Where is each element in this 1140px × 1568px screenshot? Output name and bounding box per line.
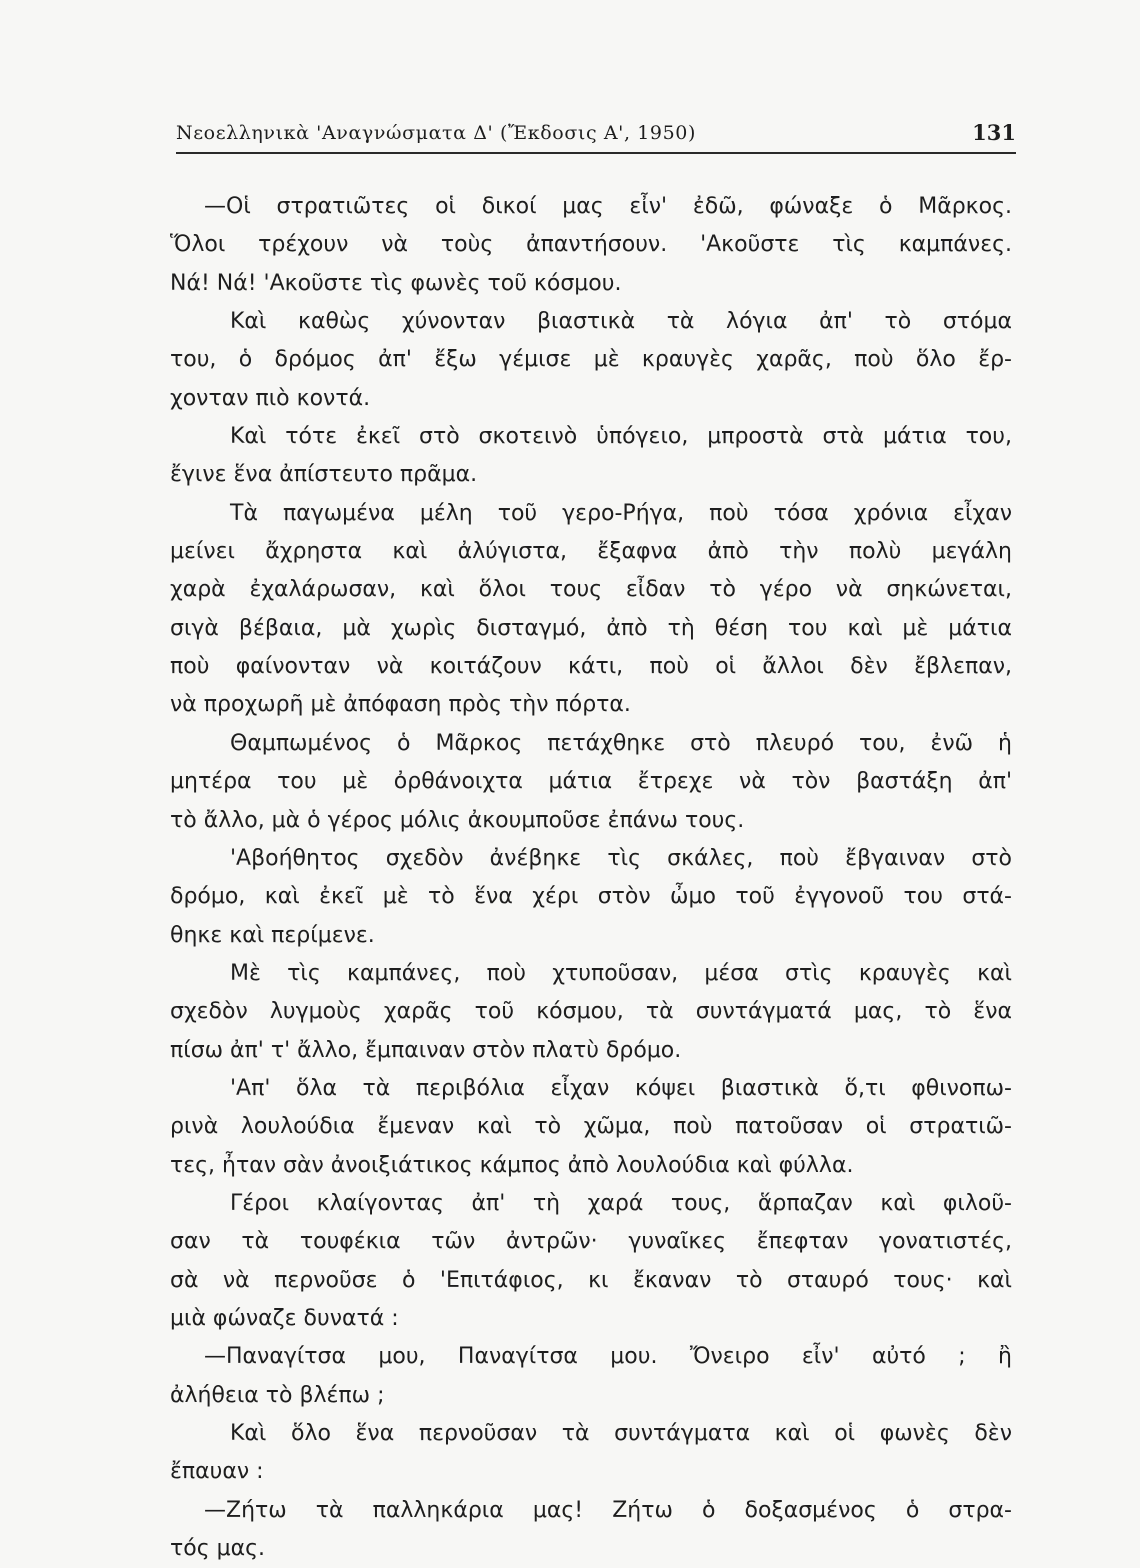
text-line: —Ζήτω τὰ παλληκάρια μας! Ζήτω ὁ δοξασμένος ὁ στρα- bbox=[204, 1497, 1012, 1523]
text-line: Καὶ ὅλο ἕνα περνοῦσαν τὰ συντάγματα καὶ οἱ φωνὲς δὲν bbox=[230, 1421, 1012, 1446]
text-line: νὰ προχωρῆ μὲ ἀπόφαση πρὸς τὴν πόρτα. bbox=[170, 692, 631, 718]
text-line: σιγὰ βέβαια, μὰ χωρὶς δισταγμό, ἀπὸ τὴ θέση του καὶ μὲ μάτια bbox=[170, 615, 1012, 641]
page-header bbox=[176, 118, 1016, 154]
text-line: τὸ ἄλλο, μὰ ὁ γέρος μόλις ἀκουμποῦσε ἐπάνω τους. bbox=[170, 807, 745, 833]
text-line: Τὰ παγωμένα μέλη τοῦ γερο-Ρήγα, ποὺ τόσα χρόνια εἶχαν bbox=[230, 500, 1012, 526]
text-line: Νά! Νά! 'Ακοῦστε τὶς φωνὲς τοῦ κόσμου. bbox=[170, 270, 622, 296]
text-line: ἀλήθεια τὸ βλέπω ; bbox=[170, 1382, 385, 1408]
text-line: —Οἱ στρατιῶτες οἱ δικοί μας εἶν' ἐδῶ, φώναξε ὁ Μᾶρκος. bbox=[204, 194, 1012, 219]
text-line: τες, ἦταν σὰν ἀνοιξιάτικος κάμπος ἀπὸ λουλούδια καὶ φύλλα. bbox=[170, 1152, 854, 1178]
text-line: ρινὰ λουλούδια ἔμεναν καὶ τὸ χῶμα, ποὺ πατοῦσαν οἱ στρατιῶ- bbox=[170, 1114, 1012, 1140]
text-line: μητέρα του μὲ ὀρθάνοιχτα μάτια ἔτρεχε νὰ τὸν βαστάξη ἀπ' bbox=[170, 769, 1012, 795]
text-line: ποὺ φαίνονταν νὰ κοιτάζουν κάτι, ποὺ οἱ ἄλλοι δὲν ἔβλεπαν, bbox=[170, 654, 1012, 680]
text-line: ἔγινε ἕνα ἀπίστευτο πρᾶμα. bbox=[170, 462, 478, 488]
text-line: Ὅλοι τρέχουν νὰ τοὺς ἀπαντήσουν. 'Ακοῦστε τὶς καμπάνες. bbox=[170, 232, 1012, 258]
text-line: τός μας. bbox=[170, 1536, 266, 1562]
text-line: μιὰ φώναζε δυνατά : bbox=[170, 1305, 399, 1331]
text-line: Θαμπωμένος ὁ Μᾶρκος πετάχθηκε στὸ πλευρό του, ἐνῶ ἡ bbox=[230, 730, 1012, 756]
text-line: Καὶ καθὼς χύνονταν βιαστικὰ τὰ λόγια ἀπ' τὸ στόμα bbox=[230, 309, 1012, 335]
text-line: ἔπαυαν : bbox=[170, 1459, 264, 1485]
text-line: πίσω ἀπ' τ' ἄλλο, ἔμπαιναν στὸν πλατὺ δρόμο. bbox=[170, 1037, 682, 1063]
body-text bbox=[170, 188, 1012, 1568]
text-line: δρόμο, καὶ ἐκεῖ μὲ τὸ ἕνα χέρι στὸν ὦμο τοῦ ἐγγονοῦ του στά- bbox=[170, 884, 1012, 910]
text-line: του, ὁ δρόμος ἀπ' ἔξω γέμισε μὲ κραυγὲς χαρᾶς, ποὺ ὅλο ἔρ- bbox=[170, 347, 1012, 373]
page-number: 131 bbox=[972, 120, 1016, 145]
text-line: σὰ νὰ περνοῦσε ὁ 'Επιτάφιος, κι ἔκαναν τὸ σταυρό τους· καὶ bbox=[170, 1267, 1012, 1293]
text-line: σχεδὸν λυγμοὺς χαρᾶς τοῦ κόσμου, τὰ συντάγματά μας, τὸ ἕνα bbox=[170, 999, 1012, 1025]
text-line: χονταν πιὸ κοντά. bbox=[170, 385, 371, 411]
text-line: σαν τὰ τουφέκια τῶν ἀντρῶν· γυναῖκες ἔπεφταν γονατιστές, bbox=[170, 1229, 1012, 1255]
header-title: Νεοελληνικὰ 'Αναγνώσματα Δ' (Ἔκδοσις Α', 1950) bbox=[176, 122, 697, 144]
text-line: θηκε καὶ περίμενε. bbox=[170, 922, 375, 948]
text-line: Μὲ τὶς καμπάνες, ποὺ χτυποῦσαν, μέσα στὶς κραυγὲς καὶ bbox=[230, 960, 1012, 986]
text-line: —Παναγίτσα μου, Παναγίτσα μου. Ὄνειρο εἶν' αὐτό ; ἢ bbox=[204, 1344, 1012, 1370]
text-line: Καὶ τότε ἐκεῖ στὸ σκοτεινὸ ὑπόγειο, μπροστὰ στὰ μάτια του, bbox=[230, 424, 1012, 450]
text-line: Γέροι κλαίγοντας ἀπ' τὴ χαρά τους, ἅρπαζαν καὶ φιλοῦ- bbox=[230, 1190, 1012, 1216]
text-line: 'Αβοήθητος σχεδὸν ἀνέβηκε τὶς σκάλες, ποὺ ἔβγαιναν στὸ bbox=[230, 845, 1012, 871]
text-line: 'Απ' ὅλα τὰ περιβόλια εἶχαν κόψει βιαστικὰ ὅ,τι φθινοπω- bbox=[230, 1075, 1012, 1101]
text-line: μείνει ἄχρηστα καὶ ἀλύγιστα, ἔξαφνα ἀπὸ τὴν πολὺ μεγάλη bbox=[170, 539, 1012, 565]
text-line: χαρὰ ἐχαλάρωσαν, καὶ ὅλοι τους εἶδαν τὸ γέρο νὰ σηκώνεται, bbox=[170, 577, 1012, 603]
